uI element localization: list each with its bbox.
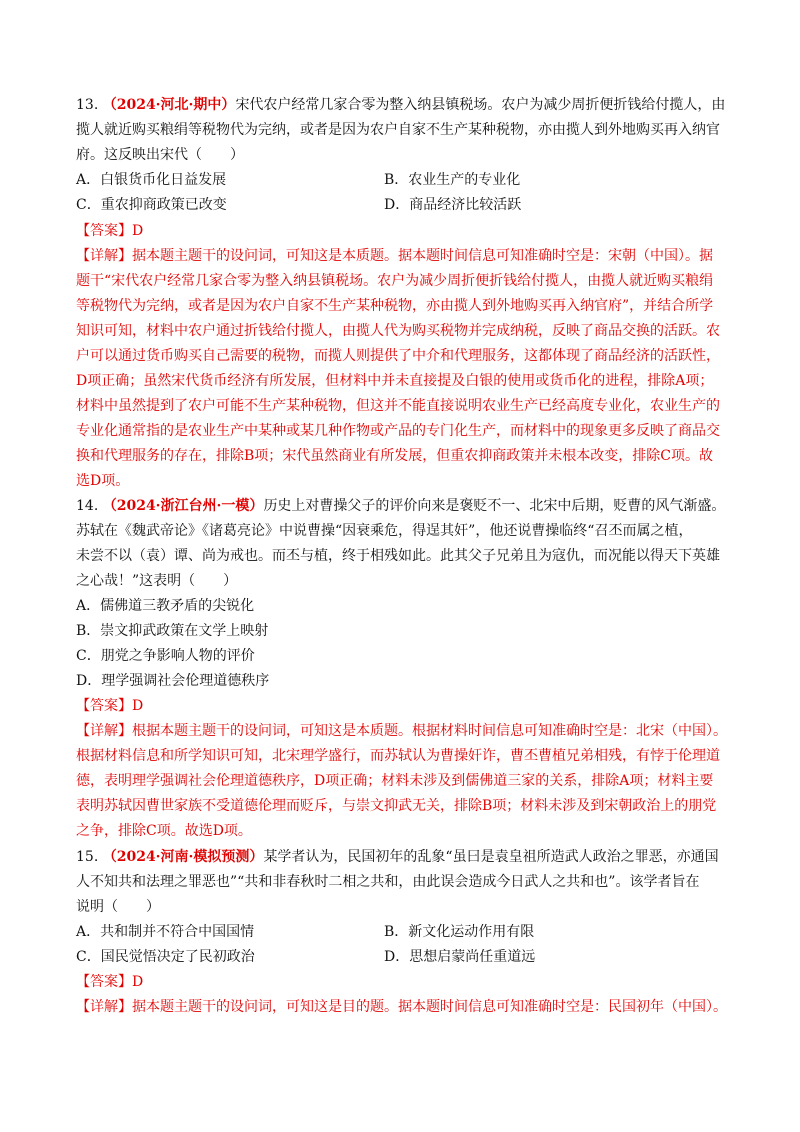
- option-c: C．重农抑商政策已改变: [76, 197, 227, 213]
- question-14-line-4: 之心哉！”这表明（ ）: [76, 573, 238, 589]
- answer-label: 【答案】D: [76, 974, 144, 990]
- option-a: A．白银货币化日益发展: [76, 172, 227, 188]
- option-d: D．思想启蒙尚任重道远: [384, 949, 536, 965]
- question-source: （2024·浙江台州·一模）: [102, 498, 264, 514]
- question-13-line-3: 府。这反映出宋代（ ）: [76, 147, 244, 163]
- question-15-line-1: 15. （2024·河南·模拟预测）某学者认为，民国初年的乱象“虽曰是袁皇祖所造武人政治之罪恶，亦通国: [76, 849, 719, 865]
- analysis-line: 根据材料信息和所学知识可知，北宋理学盛行，而苏轼认为曹操奸诈，曹丕曹植兄弟相残，有悖于伦理道: [76, 748, 720, 764]
- analysis-line: D项正确；虽然宋代货币经济有所发展，但材料中并未直接提及白银的使用或货币化的进程，排除A项；: [76, 373, 714, 389]
- question-13-line-1: 13. （2024·河北·期中）宋代农户经常几家合零为整入纳县镇税场。农户为减少周折便折钱给付揽人，由: [76, 97, 726, 113]
- option-c: C．朋党之争影响人物的评价: [76, 648, 255, 664]
- analysis-line: 专业化通常指的是农业生产中某种或某几种作物或产品的专门化生产，而材料中的现象更多反映了商品交: [76, 423, 720, 439]
- question-15-line-3: 说明（ ）: [76, 899, 160, 915]
- option-c: C．国民觉悟决定了民初政治: [76, 949, 255, 965]
- analysis-line: 表明苏轼因曹世家族不受道德伦理而贬斥，与崇文抑武无关，排除B项；材料未涉及到宋朝政治上的朋党: [76, 798, 717, 814]
- option-d: D．理学强调社会伦理道德秩序: [76, 673, 270, 689]
- analysis-line: 选D项。: [76, 473, 130, 489]
- option-b: B．崇文抑武政策在文学上映射: [76, 623, 269, 639]
- analysis-line: 等税物代为完纳，或者是因为农户自家不生产某种税物，亦由揽人到外地购买再入纳官府”，并结合所学: [76, 298, 714, 314]
- analysis-line: 德，表明理学强调社会伦理道德秩序，D项正确；材料未涉及到儒佛道三家的关系，排除A项；材料主要: [76, 773, 714, 789]
- analysis-line: 题干“宋代农户经常几家合零为整入纳县镇税场。农户为减少周折便折钱给付揽人，由揽人就近购买粮绢: [76, 273, 714, 289]
- question-number: 13.: [76, 97, 99, 113]
- question-14-line-1: 14. （2024·浙江台州·一模）历史上对曹操父子的评价向来是褒贬不一、北宋中后期，贬曹的风气渐盛。: [76, 498, 726, 514]
- option-d: D．商品经济比较活跃: [384, 197, 522, 213]
- analysis-line: 【详解】据本题主题干的设问词，可知这是本质题。据本题时间信息可知准确时空是：宋朝（中国）。据: [76, 248, 713, 264]
- question-number: 14.: [76, 498, 99, 514]
- answer-label: 【答案】D: [76, 698, 144, 714]
- analysis-line: 材料中虽然提到了农户可能不生产某种税物，但这并不能直接说明农业生产已经高度专业化，农业生产的: [76, 398, 720, 414]
- question-number: 15.: [76, 849, 99, 865]
- question-14-line-3: 未尝不以（袁）谭、尚为戒也。而丕与植，终于相残如此。此其父子兄弟且为寇仇，而况能以得天下英雄: [76, 548, 720, 564]
- analysis-line: 【详解】据本题主题干的设问词，可知这是目的题。据本题时间信息可知准确时空是：民国初年（中国）。: [76, 999, 727, 1015]
- question-13-line-2: 揽人就近购买粮绢等税物代为完纳，或者是因为农户自家不生产某种税物，亦由揽人到外地购买再入纳官: [76, 122, 720, 138]
- analysis-line: 户可以通过货币购买自己需要的税物，而揽人则提供了中介和代理服务，这都体现了商品经济的活跃性，: [76, 348, 720, 364]
- analysis-line: 换和代理服务的存在，排除B项；宋代虽然商业有所发展，但重农抑商政策并未根本改变，排除C项。故: [76, 448, 713, 464]
- option-b: B．新文化运动作用有限: [384, 924, 535, 940]
- analysis-line: 之争，排除C项。故选D项。: [76, 823, 252, 839]
- answer-label: 【答案】D: [76, 223, 144, 239]
- analysis-line: 知识可知，材料中农户通过折钱给付揽人，由揽人代为购买税物并完成纳税，反映了商品交换的活跃。农: [76, 323, 720, 339]
- analysis-line: 【详解】根据本题主题干的设问词，可知这是本质题。根据材料时间信息可知准确时空是：北宋（中国）。: [76, 723, 727, 739]
- option-a: A．共和制并不符合中国国情: [76, 924, 255, 940]
- question-15-line-2: 人不知共和法理之罪恶也”“共和非春秋时二相之共和，由此误会造成今日武人之共和也”。该学者旨在: [76, 874, 700, 890]
- question-source: （2024·河南·模拟预测）: [102, 849, 264, 865]
- option-b: B．农业生产的专业化: [384, 172, 521, 188]
- question-source: （2024·河北·期中）: [102, 97, 236, 113]
- question-14-line-2: 苏轼在《魏武帝论》《诸葛亮论》中说曹操“因衰乘危，得逞其奸”，他还说曹操临终“召丕而属之植，: [76, 523, 693, 539]
- option-a: A．儒佛道三教矛盾的尖锐化: [76, 598, 255, 614]
